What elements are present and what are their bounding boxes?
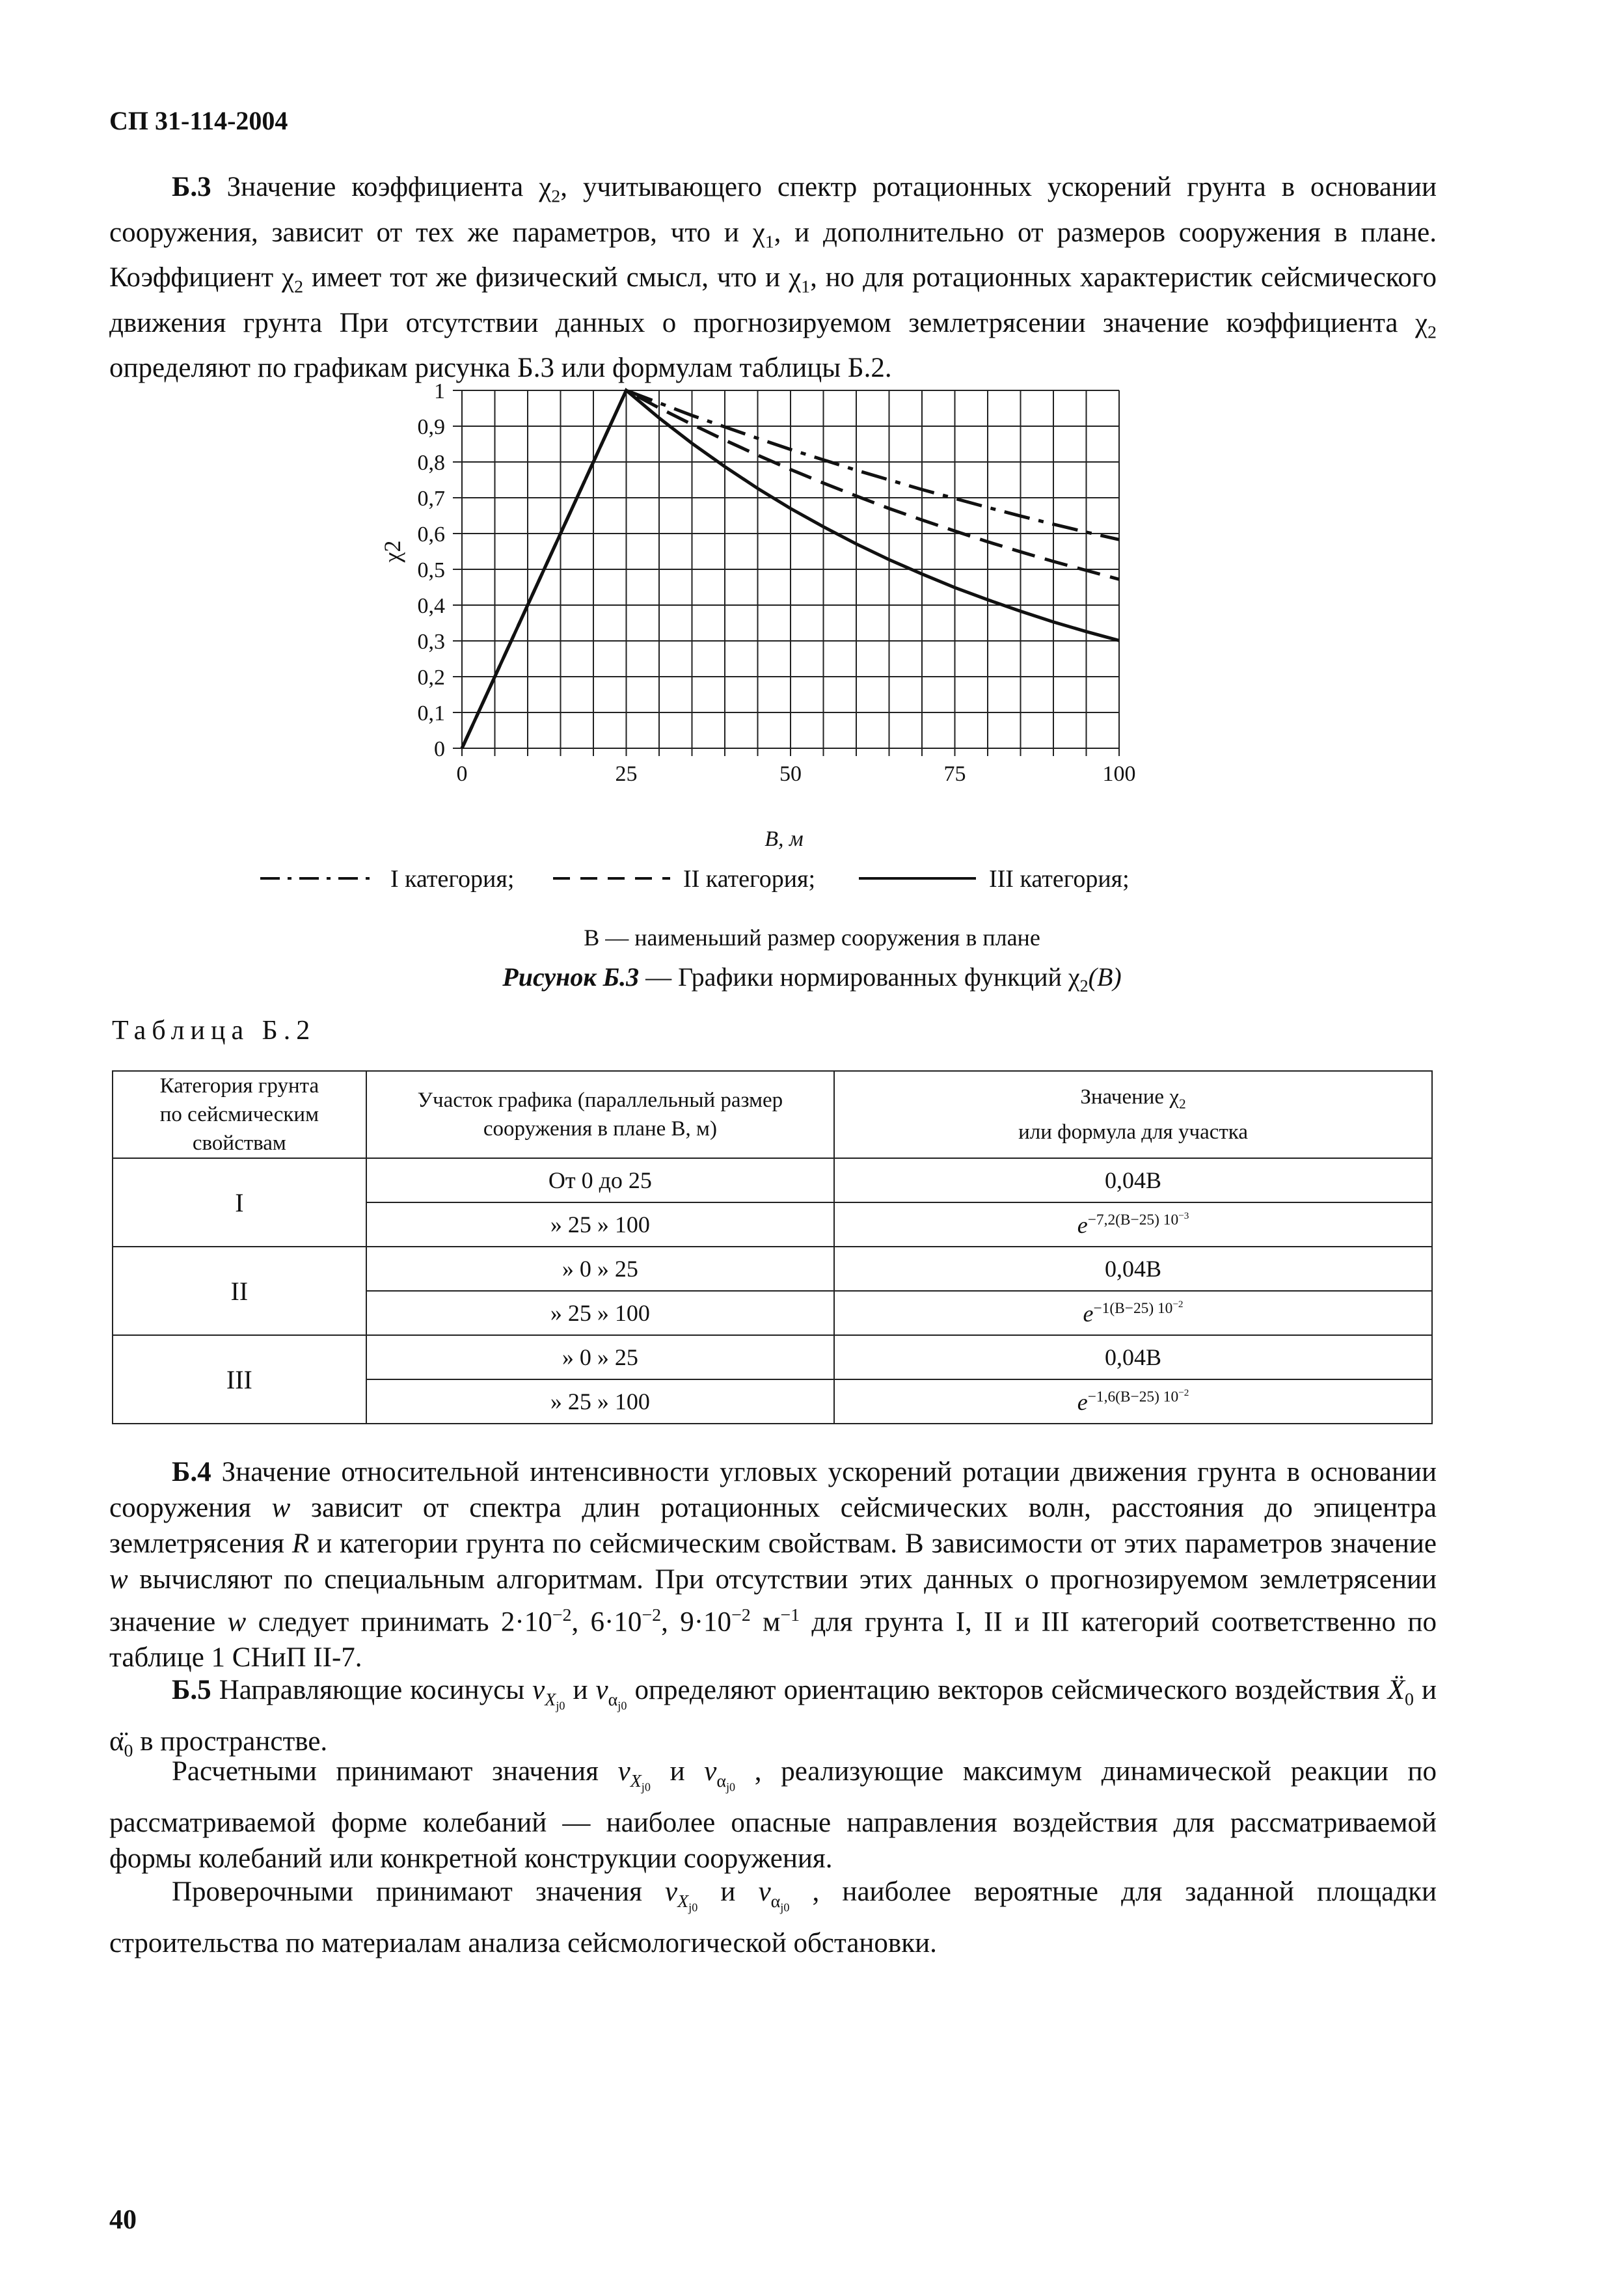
x-axis-label: B, м <box>765 827 804 851</box>
table-header-row <box>113 1071 1432 1158</box>
y-tick-label: 0,2 <box>417 666 445 690</box>
legend-label: II категория; <box>683 865 816 893</box>
figure-caption: Рисунок Б.3 — Графики нормированных функций $\chi_2(B)$ <box>502 962 1122 996</box>
chart-figure <box>364 364 1197 859</box>
category-cell: I <box>113 1158 366 1247</box>
range-cell: От 0 до 25 <box>366 1158 834 1202</box>
value-cell: 0,04B <box>834 1335 1432 1379</box>
y-tick-label: 0,7 <box>417 487 445 511</box>
legend-label: I категория; <box>390 865 515 893</box>
category-cell: II <box>113 1247 366 1335</box>
x-tick-label: 50 <box>779 762 802 786</box>
y-tick-label: 1 <box>434 379 445 403</box>
figure-note: B — наименьший размер сооружения в плане <box>584 925 1040 951</box>
range-cell: » 0 » 25 <box>366 1335 834 1379</box>
x-tick-label: 0 <box>456 762 468 786</box>
table-row <box>113 1247 1432 1291</box>
value-cell: $e^{-1(B-25) 10^{-2}}$ <box>834 1291 1432 1335</box>
table-row <box>113 1335 1432 1379</box>
paragraph-b4: Б.4 Значение относительной интенсивности угловых ускорений ротации движения грунта в основании сооружения w зависит от спектра длин ротационных сейсмических волн, расстояния до эпицентра землетрясения R и категории грунта по сейсмическим свойствам. В зависимости от этих параметров значение w вычисляют по специальным алгоритмам. При отсутствии этих данных о прогнозируемом землетрясении значение w следует принимать $2\cdot 10^{-2}$, $6\cdot 10^{-2}$, $9\cdot 10^{-2}$ $м^{-1}$ для грунта I, II и III категорий соответственно по таблице 1 СНиП II-7. <box>109 1457 1437 1673</box>
range-cell: » 25 » 100 <box>366 1379 834 1424</box>
value-cell: $e^{-1,6(B-25) 10^{-2}}$ <box>834 1379 1432 1424</box>
y-tick-label: 0,1 <box>417 701 445 725</box>
legend-svg <box>260 859 1171 898</box>
range-cell: » 25 » 100 <box>366 1291 834 1335</box>
header-category: Категория грунта по сейсмическим свойствам <box>113 1071 366 1158</box>
paragraph-b3: Б.3 Значение коэффициента $\chi_2$, учитывающего спектр ротационных ускорений грунта в основании сооружения, зависит от тех же параметров, что и $\chi_1$, и дополнительно от размеров сооружения в плане. Коэффициент $\chi_2$ имеет тот же физический смысл, что и $\chi_1$, но для ротационных характеристик сейсмического движения грунта При отсутствии данных о прогнозируемом землетрясении значение коэффициента $\chi_2$ определяют по графикам рисунка Б.3 или формулам таблицы Б.2. <box>109 172 1437 384</box>
page-number: 40 <box>109 2205 137 2235</box>
section-number: Б.3 <box>172 172 211 202</box>
document-code: СП 31-114-2004 <box>109 106 288 135</box>
table-b2 <box>112 1070 1433 1424</box>
range-cell: » 25 » 100 <box>366 1202 834 1247</box>
paragraph-b5: Б.5 Направляющие косинусы $\nu_{X_{j0}}$ и $\nu_{\alpha_{j0}}$ определяют ориентацию векторов сейсмического воздействия Ẍ$_0$ и $\alphä_0$ в пространстве. <box>109 1675 1437 1761</box>
section-number: Б.4 <box>172 1457 211 1487</box>
x-tick-label: 25 <box>615 762 638 786</box>
header-range: Участок графика (параллельный размер сооружения в плане B, м) <box>366 1071 834 1158</box>
x-tick-label: 100 <box>1102 762 1136 786</box>
y-tick-label: 0,4 <box>417 594 445 618</box>
y-tick-label: 0,6 <box>417 522 445 547</box>
y-axis-label: χ2 <box>379 540 405 563</box>
y-tick-label: 0,3 <box>417 630 445 654</box>
header-value: Значение $\chi_2$ или формула для участка <box>834 1071 1432 1158</box>
category-cell: III <box>113 1335 366 1424</box>
legend-label: III категория; <box>989 865 1130 893</box>
table-row <box>113 1158 1432 1202</box>
value-cell: $e^{-7,2(B-25) 10^{-3}}$ <box>834 1202 1432 1247</box>
table-label: Таблица Б.2 <box>112 1016 316 1046</box>
y-tick-label: 0 <box>434 737 445 761</box>
section-number: Б.5 <box>172 1675 211 1705</box>
range-cell: » 0 » 25 <box>366 1247 834 1291</box>
chart-svg <box>364 364 1197 859</box>
chart-legend <box>260 859 1171 898</box>
y-tick-label: 0,5 <box>417 558 445 582</box>
paragraph-calc: Расчетными принимают значения $\nu_{X_{j0}}$ и $\nu_{\alpha_{j0}}$ , реализующие максимум динамической реакции по рассматриваемой форме колебаний — наиболее опасные направления воздействия для рассматриваемой формы колебаний или конкретной конструкции сооружения. <box>109 1756 1437 1875</box>
x-tick-label: 75 <box>943 762 966 786</box>
y-tick-label: 0,9 <box>417 415 445 439</box>
y-tick-label: 0,8 <box>417 451 445 475</box>
value-cell: 0,04B <box>834 1158 1432 1202</box>
value-cell: 0,04B <box>834 1247 1432 1291</box>
paragraph-check: Проверочными принимают значения $\nu_{X_{j0}}$ и $\nu_{\alpha_{j0}}$ , наиболее вероятные для заданной площадки строительства по материалам анализа сейсмологической обстановки. <box>109 1876 1437 1959</box>
